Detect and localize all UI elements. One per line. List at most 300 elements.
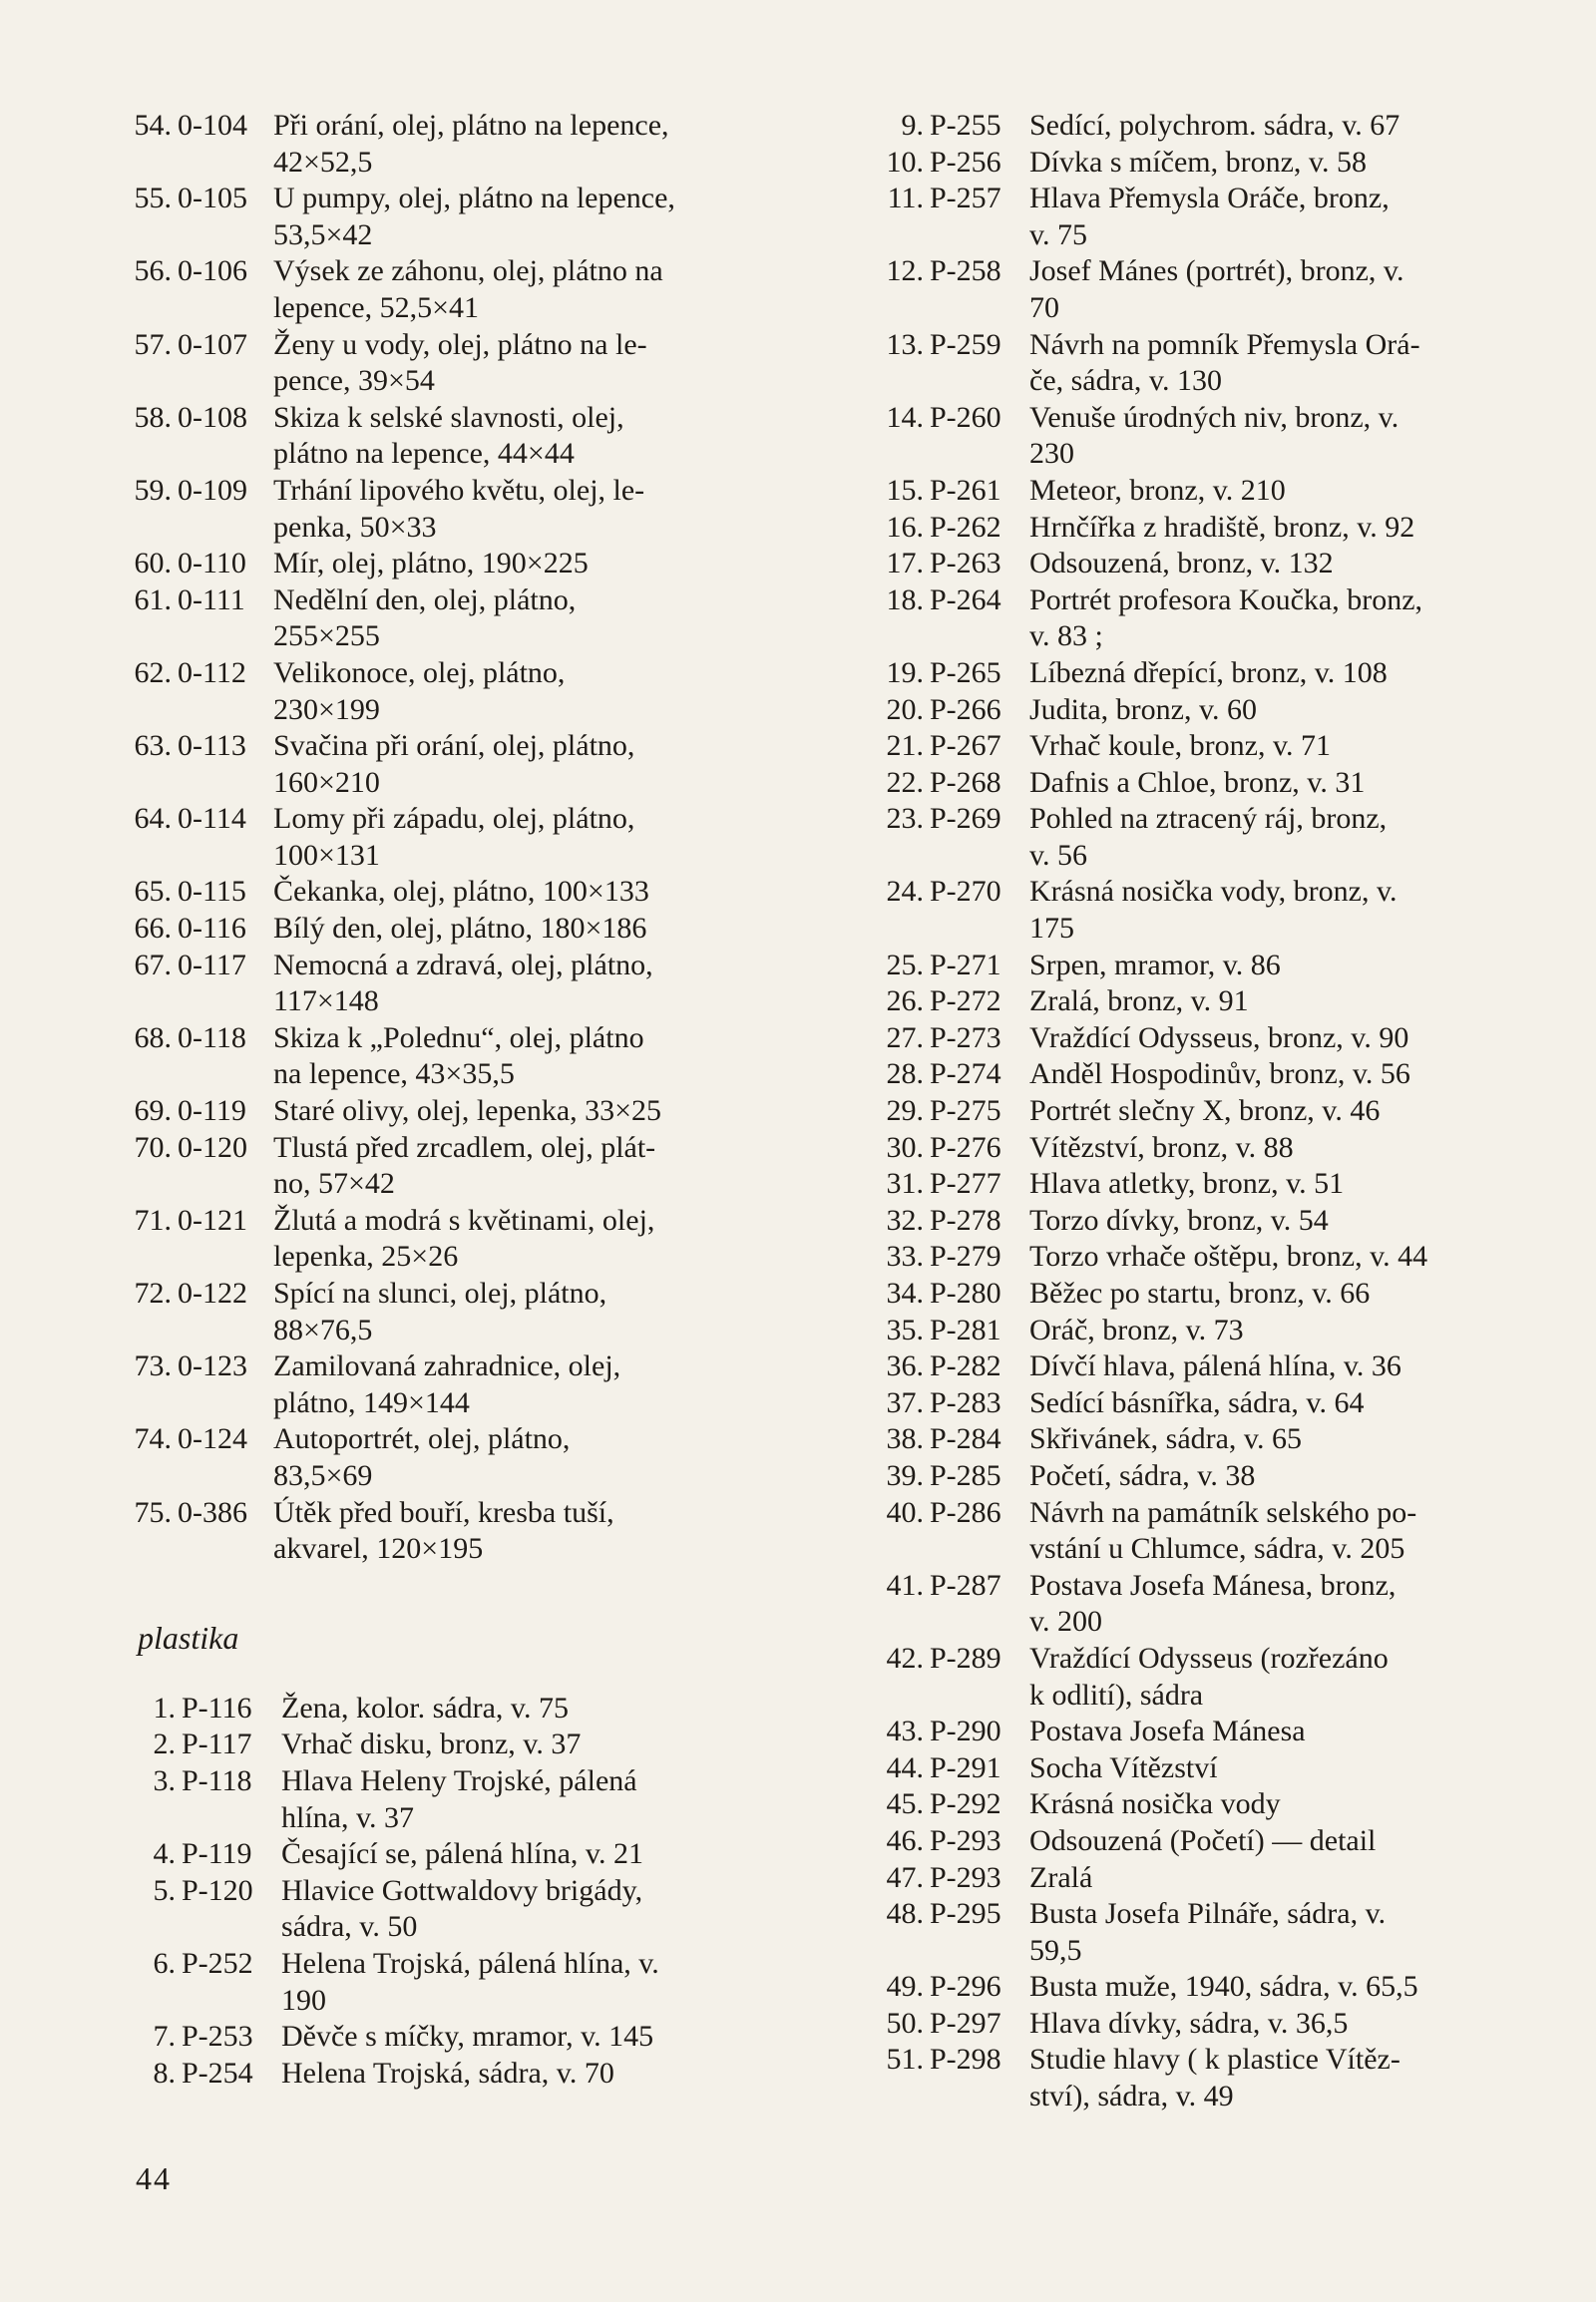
description-line: Srpen, mramor, v. 86 — [1029, 948, 1281, 981]
entry-description — [1029, 1385, 1544, 1422]
entry-number: 46. — [886, 1823, 924, 1857]
entry-number: 26. — [886, 984, 924, 1018]
entry-description — [1029, 1056, 1544, 1093]
catalog-entry — [866, 1750, 1544, 1787]
entry-description — [1029, 1750, 1544, 1787]
description-line: vstání u Chlumce, sádra, v. 205 — [1029, 1532, 1405, 1566]
description-line: Torzo dívky, bronz, v. 54 — [1029, 1203, 1329, 1237]
description-line: na lepence, 43×35,5 — [273, 1057, 515, 1091]
catalog-entry — [866, 692, 1544, 729]
entry-number: 24. — [886, 875, 924, 909]
entry-description — [1029, 1860, 1544, 1897]
entry-code: P-297 — [930, 2006, 1001, 2040]
entry-number: 35. — [886, 1313, 924, 1346]
entry-description — [273, 1421, 796, 1494]
catalog-entry — [118, 801, 796, 874]
description-line: Mír, olej, plátno, 190×225 — [273, 547, 589, 580]
description-line: k odlití), sádra — [1029, 1678, 1204, 1712]
catalog-entry — [118, 1763, 796, 1836]
description-line: Busta muže, 1940, sádra, v. 65,5 — [1029, 1970, 1418, 2004]
description-line: v. 83 ; — [1029, 619, 1103, 653]
entry-number: 48. — [886, 1897, 924, 1931]
description-line: 88×76,5 — [273, 1313, 373, 1346]
entry-number: 17. — [886, 547, 924, 580]
entry-description — [273, 1348, 796, 1421]
description-line: Početí, sádra, v. 38 — [1029, 1458, 1256, 1492]
catalog-entry — [118, 1020, 796, 1093]
description-line: penka, 50×33 — [273, 510, 437, 544]
entry-number: 31. — [886, 1167, 924, 1201]
description-line: Lomy při západu, olej, plátno, — [273, 802, 635, 836]
entry-number: 54. — [134, 109, 172, 142]
entry-number: 4. — [153, 1837, 176, 1871]
entry-number: 1. — [153, 1691, 176, 1725]
entry-code: P-278 — [930, 1203, 1001, 1237]
entry-description — [273, 1093, 796, 1130]
entry-code: P-285 — [930, 1458, 1001, 1492]
catalog-entry — [866, 1020, 1544, 1057]
entry-code: P-253 — [182, 2020, 253, 2054]
catalog-entry — [866, 1130, 1544, 1167]
description-line: Výsek ze záhonu, olej, plátno na — [273, 254, 663, 288]
description-line: Meteor, bronz, v. 210 — [1029, 473, 1286, 507]
entry-code: P-298 — [930, 2043, 1001, 2077]
entry-description — [273, 1276, 796, 1348]
catalog-entry — [866, 1714, 1544, 1750]
description-line: Pohled na ztracený ráj, bronz, — [1029, 802, 1388, 836]
entry-code: 0-124 — [178, 1422, 247, 1456]
description-line: Útěk před bouří, kresba tuší, — [273, 1495, 614, 1529]
entry-description — [1029, 1458, 1544, 1495]
entry-description — [281, 1836, 796, 1873]
catalog-entry — [866, 2042, 1544, 2114]
entry-description — [1029, 1276, 1544, 1313]
entry-number: 10. — [886, 145, 924, 179]
entry-number: 11. — [887, 182, 924, 215]
entry-number: 21. — [886, 729, 924, 763]
entry-description — [273, 1130, 796, 1203]
entry-description — [1029, 1714, 1544, 1750]
entry-number: 62. — [134, 655, 172, 689]
description-line: 42×52,5 — [273, 145, 373, 179]
catalog-entry — [866, 874, 1544, 947]
description-line: 100×131 — [273, 838, 380, 872]
description-line: 175 — [1029, 912, 1074, 946]
description-line: Svačina při orání, olej, plátno, — [273, 729, 635, 763]
entry-code: P-281 — [930, 1313, 1001, 1346]
entry-code: 0-116 — [178, 912, 246, 946]
catalog-entry — [866, 181, 1544, 253]
entry-description — [1029, 1020, 1544, 1057]
description-line: Vrhač disku, bronz, v. 37 — [281, 1727, 582, 1761]
entry-number: 30. — [886, 1130, 924, 1164]
entry-number: 6. — [153, 1946, 176, 1980]
entry-description — [1029, 473, 1544, 510]
description-line: Vítězství, bronz, v. 88 — [1029, 1130, 1294, 1164]
entry-code: 0-120 — [178, 1130, 247, 1164]
entry-description — [1029, 1239, 1544, 1276]
entry-code: P-256 — [930, 145, 1001, 179]
description-line: 70 — [1029, 290, 1059, 324]
description-line: Helena Trojská, pálená hlína, v. — [281, 1946, 659, 1980]
catalog-entry — [118, 948, 796, 1020]
entry-code: P-119 — [182, 1837, 252, 1871]
catalog-entry — [118, 253, 796, 326]
entry-code: P-254 — [182, 2056, 253, 2090]
entry-code: 0-105 — [178, 182, 247, 215]
section-heading-plastika: plastika — [138, 1619, 239, 1656]
paintings-list — [118, 108, 796, 1568]
entry-description — [1029, 765, 1544, 802]
description-line: U pumpy, olej, plátno na lepence, — [273, 182, 675, 215]
catalog-entry — [866, 400, 1544, 473]
description-line: Portrét slečny X, bronz, v. 46 — [1029, 1094, 1381, 1128]
catalog-entry — [866, 1421, 1544, 1458]
entry-number: 55. — [134, 182, 172, 215]
entry-code: 0-114 — [178, 802, 246, 836]
catalog-entry — [866, 1860, 1544, 1897]
entry-number: 22. — [886, 765, 924, 799]
catalog-entry — [866, 145, 1544, 182]
entry-description — [1029, 1093, 1544, 1130]
entry-number: 57. — [134, 327, 172, 361]
description-line: Dívka s míčem, bronz, v. 58 — [1029, 145, 1367, 179]
entry-number: 38. — [886, 1422, 924, 1456]
description-line: Josef Mánes (portrét), bronz, v. — [1029, 254, 1404, 288]
entry-code: 0-111 — [178, 582, 245, 616]
catalog-entry — [866, 1313, 1544, 1349]
catalog-entry — [118, 1726, 796, 1763]
description-line: Vrhač koule, bronz, v. 71 — [1029, 729, 1331, 763]
entry-description — [1029, 1421, 1544, 1458]
catalog-entry — [118, 1421, 796, 1494]
catalog-entry — [118, 546, 796, 582]
description-line: Česající se, pálená hlína, v. 21 — [281, 1837, 643, 1871]
catalog-entry — [866, 1896, 1544, 1969]
entry-description — [273, 546, 796, 582]
description-line: Skiza k „Polednu“, olej, plátno — [273, 1020, 644, 1054]
catalog-entry — [118, 327, 796, 400]
catalog-entry — [866, 473, 1544, 510]
description-line: Odsouzená (Početí) — detail — [1029, 1823, 1377, 1857]
entry-description — [281, 1691, 796, 1727]
description-line: 190 — [281, 1983, 326, 2017]
description-line: Ženy u vody, olej, plátno na le- — [273, 327, 647, 361]
entry-description — [273, 655, 796, 728]
entry-number: 5. — [153, 1873, 176, 1907]
entry-description — [1029, 801, 1544, 874]
entry-code: 0-123 — [178, 1349, 247, 1383]
description-line: Při orání, olej, plátno na lepence, — [273, 109, 669, 142]
entry-description — [273, 911, 796, 948]
entry-description — [1029, 1641, 1544, 1714]
catalog-entry — [866, 1458, 1544, 1495]
entry-number: 45. — [886, 1787, 924, 1821]
description-line: Helena Trojská, sádra, v. 70 — [281, 2056, 614, 2090]
catalog-entry — [866, 1823, 1544, 1860]
entry-description — [273, 327, 796, 400]
entry-code: 0-104 — [178, 109, 247, 142]
entry-number: 13. — [886, 327, 924, 361]
description-line: Zamilovaná zahradnice, olej, — [273, 1349, 621, 1383]
catalog-entry — [118, 400, 796, 473]
catalog-entry — [118, 1093, 796, 1130]
catalog-entry — [866, 1056, 1544, 1093]
entry-code: 0-117 — [178, 948, 246, 981]
description-line: Spící na slunci, olej, plátno, — [273, 1277, 607, 1310]
entry-code: P-117 — [182, 1727, 252, 1761]
description-line: Zralá, bronz, v. 91 — [1029, 984, 1249, 1018]
catalog-entry — [118, 655, 796, 728]
entry-code: 0-115 — [178, 875, 246, 909]
entry-number: 61. — [134, 582, 172, 616]
left-column — [118, 108, 796, 2092]
description-line: v. 56 — [1029, 838, 1088, 872]
entry-description — [1029, 655, 1544, 692]
catalog-entry — [118, 1836, 796, 1873]
description-line: Skiza k selské slavnosti, olej, — [273, 400, 624, 434]
entry-description — [1029, 2006, 1544, 2043]
catalog-entry — [118, 1276, 796, 1348]
description-line: Tlustá před zrcadlem, olej, plát- — [273, 1130, 656, 1164]
entry-description — [1029, 400, 1544, 473]
entry-code: 0-113 — [178, 729, 246, 763]
description-line: 230×199 — [273, 692, 380, 726]
entry-code: P-277 — [930, 1167, 1001, 1201]
entry-number: 25. — [886, 948, 924, 981]
entry-number: 43. — [886, 1715, 924, 1748]
entry-code: P-266 — [930, 692, 1001, 726]
description-line: Hlava Heleny Trojské, pálená — [281, 1763, 637, 1797]
description-line: Vraždící Odysseus (rozřezáno — [1029, 1641, 1389, 1675]
description-line: Sedící, polychrom. sádra, v. 67 — [1029, 109, 1400, 142]
description-line: Postava Josefa Mánesa — [1029, 1715, 1306, 1748]
entry-number: 15. — [886, 473, 924, 507]
entry-description — [1029, 1130, 1544, 1167]
entry-description — [1029, 108, 1544, 145]
entry-code: 0-109 — [178, 473, 247, 507]
entry-description — [1029, 1313, 1544, 1349]
entry-description — [1029, 1203, 1544, 1240]
entry-code: 0-108 — [178, 400, 247, 434]
description-line: Velikonoce, olej, plátno, — [273, 655, 566, 689]
entry-description — [281, 1946, 796, 2019]
description-line: Odsouzená, bronz, v. 132 — [1029, 547, 1334, 580]
entry-number: 39. — [886, 1458, 924, 1492]
entry-code: P-280 — [930, 1277, 1001, 1310]
entry-number: 19. — [886, 655, 924, 689]
entry-description — [273, 801, 796, 874]
description-line: sádra, v. 50 — [281, 1910, 418, 1944]
entry-number: 58. — [134, 400, 172, 434]
entry-number: 33. — [886, 1240, 924, 1274]
entry-number: 41. — [886, 1568, 924, 1602]
catalog-entry — [118, 874, 796, 911]
entry-number: 2. — [153, 1727, 176, 1761]
entry-code: P-275 — [930, 1094, 1001, 1128]
entry-number: 29. — [886, 1094, 924, 1128]
description-line: Krásná nosička vody — [1029, 1787, 1281, 1821]
entry-code: P-259 — [930, 327, 1001, 361]
entry-description — [281, 2019, 796, 2056]
entry-description — [1029, 1568, 1544, 1641]
entry-number: 18. — [886, 582, 924, 616]
description-line: Žena, kolor. sádra, v. 75 — [281, 1691, 569, 1725]
entry-number: 60. — [134, 547, 172, 580]
catalog-entry — [118, 1946, 796, 2019]
description-line: lepence, 52,5×41 — [273, 290, 480, 324]
description-line: Líbezná dřepící, bronz, v. 108 — [1029, 655, 1388, 689]
entry-number: 37. — [886, 1385, 924, 1419]
entry-number: 8. — [153, 2056, 176, 2090]
entry-description — [273, 473, 796, 546]
entry-number: 47. — [886, 1860, 924, 1894]
description-line: Krásná nosička vody, bronz, v. — [1029, 875, 1397, 909]
description-line: Dafnis a Chloe, bronz, v. 31 — [1029, 765, 1366, 799]
entry-code: P-258 — [930, 254, 1001, 288]
catalog-entry — [866, 2006, 1544, 2043]
entry-code: P-290 — [930, 1715, 1001, 1748]
entry-code: P-255 — [930, 109, 1001, 142]
entry-code: P-268 — [930, 765, 1001, 799]
entry-description — [1029, 1786, 1544, 1823]
description-line: hlína, v. 37 — [281, 1800, 415, 1834]
entry-description — [1029, 983, 1544, 1020]
entry-code: 0-121 — [178, 1203, 247, 1237]
entry-code: P-282 — [930, 1349, 1001, 1383]
description-line: Nedělní den, olej, plátno, — [273, 582, 577, 616]
description-line: Hlava Přemysla Oráče, bronz, — [1029, 182, 1390, 215]
entry-number: 3. — [153, 1763, 176, 1797]
catalog-entry — [866, 327, 1544, 400]
entry-description — [273, 1020, 796, 1093]
entry-code: P-291 — [930, 1750, 1001, 1784]
entry-description — [1029, 692, 1544, 729]
entry-number: 40. — [886, 1495, 924, 1529]
entry-number: 28. — [886, 1057, 924, 1091]
catalog-entry — [866, 1495, 1544, 1568]
catalog-entry — [118, 1495, 796, 1568]
catalog-entry — [118, 911, 796, 948]
entry-code: P-257 — [930, 182, 1001, 215]
entry-number: 20. — [886, 692, 924, 726]
entry-code: 0-119 — [178, 1094, 246, 1128]
entry-description — [273, 253, 796, 326]
catalog-entry — [866, 1093, 1544, 1130]
entry-description — [1029, 948, 1544, 984]
entry-code: 0-386 — [178, 1495, 247, 1529]
catalog-entry — [866, 1239, 1544, 1276]
entry-code: P-286 — [930, 1495, 1001, 1529]
entry-number: 12. — [886, 254, 924, 288]
catalog-entry — [866, 765, 1544, 802]
description-line: Oráč, bronz, v. 73 — [1029, 1313, 1244, 1346]
entry-code: P-296 — [930, 1970, 1001, 2004]
description-line: Hlava atletky, bronz, v. 51 — [1029, 1167, 1345, 1201]
entry-code: P-293 — [930, 1860, 1001, 1894]
entry-number: 23. — [886, 802, 924, 836]
catalog-entry — [118, 1348, 796, 1421]
description-line: Hlava dívky, sádra, v. 36,5 — [1029, 2006, 1349, 2040]
entry-code: P-271 — [930, 948, 1001, 981]
entry-description — [273, 582, 796, 655]
description-line: Děvče s míčky, mramor, v. 145 — [281, 2020, 654, 2054]
entry-description — [1029, 145, 1544, 182]
catalog-entry — [118, 108, 796, 181]
entry-number: 56. — [134, 254, 172, 288]
description-line: Autoportrét, olej, plátno, — [273, 1422, 571, 1456]
description-line: pence, 39×54 — [273, 364, 435, 398]
entry-description — [1029, 510, 1544, 547]
entry-code: P-269 — [930, 802, 1001, 836]
entry-code: P-252 — [182, 1946, 253, 1980]
entry-description — [1029, 1348, 1544, 1385]
entry-description — [273, 874, 796, 911]
description-line: 117×148 — [273, 984, 379, 1018]
entry-code: 0-118 — [178, 1020, 246, 1054]
entry-number: 66. — [134, 912, 172, 946]
description-line: Zralá — [1029, 1860, 1093, 1894]
right-column — [866, 108, 1544, 2115]
entry-number: 69. — [134, 1094, 172, 1128]
entry-number: 70. — [134, 1130, 172, 1164]
entry-description — [1029, 1896, 1544, 1969]
description-line: Žlutá a modrá s květinami, olej, — [273, 1203, 655, 1237]
entry-code: P-260 — [930, 400, 1001, 434]
entry-code: P-292 — [930, 1787, 1001, 1821]
catalog-entry — [866, 655, 1544, 692]
description-line: Staré olivy, olej, lepenka, 33×25 — [273, 1094, 662, 1128]
description-line: Dívčí hlava, pálená hlína, v. 36 — [1029, 1349, 1401, 1383]
entry-code: P-264 — [930, 582, 1001, 616]
sculptures-list-right — [866, 108, 1544, 2115]
entry-code: P-270 — [930, 875, 1001, 909]
description-line: Hrnčířka z hradiště, bronz, v. 92 — [1029, 510, 1415, 544]
description-line: Socha Vítězství — [1029, 1750, 1218, 1784]
entry-number: 14. — [886, 400, 924, 434]
entry-code: P-274 — [930, 1057, 1001, 1091]
description-line: Portrét profesora Koučka, bronz, — [1029, 582, 1423, 616]
description-line: 230 — [1029, 437, 1074, 471]
entry-code: P-276 — [930, 1130, 1001, 1164]
catalog-entry — [866, 1166, 1544, 1203]
description-line: Návrh na pomník Přemysla Orá- — [1029, 327, 1420, 361]
entry-code: P-265 — [930, 655, 1001, 689]
catalog-entry — [118, 1203, 796, 1276]
entry-code: P-289 — [930, 1641, 1001, 1675]
description-line: plátno na lepence, 44×44 — [273, 437, 575, 471]
entry-number: 49. — [886, 1970, 924, 2004]
catalog-entry — [866, 1385, 1544, 1422]
entry-description — [1029, 1495, 1544, 1568]
entry-description — [1029, 253, 1544, 326]
entry-description — [1029, 728, 1544, 765]
entry-description — [1029, 874, 1544, 947]
entry-number: 63. — [134, 729, 172, 763]
description-line: Sedící básnířka, sádra, v. 64 — [1029, 1385, 1365, 1419]
entry-number: 75. — [134, 1495, 172, 1529]
catalog-entry — [866, 983, 1544, 1020]
entry-description — [273, 1495, 796, 1568]
catalog-entry — [866, 948, 1544, 984]
description-line: Torzo vrhače oštěpu, bronz, v. 44 — [1029, 1240, 1428, 1274]
entry-description — [281, 2056, 796, 2093]
entry-number: 59. — [134, 473, 172, 507]
description-line: 255×255 — [273, 619, 380, 653]
entry-code: P-262 — [930, 510, 1001, 544]
catalog-entry — [866, 1786, 1544, 1823]
description-line: Čekanka, olej, plátno, 100×133 — [273, 875, 649, 909]
